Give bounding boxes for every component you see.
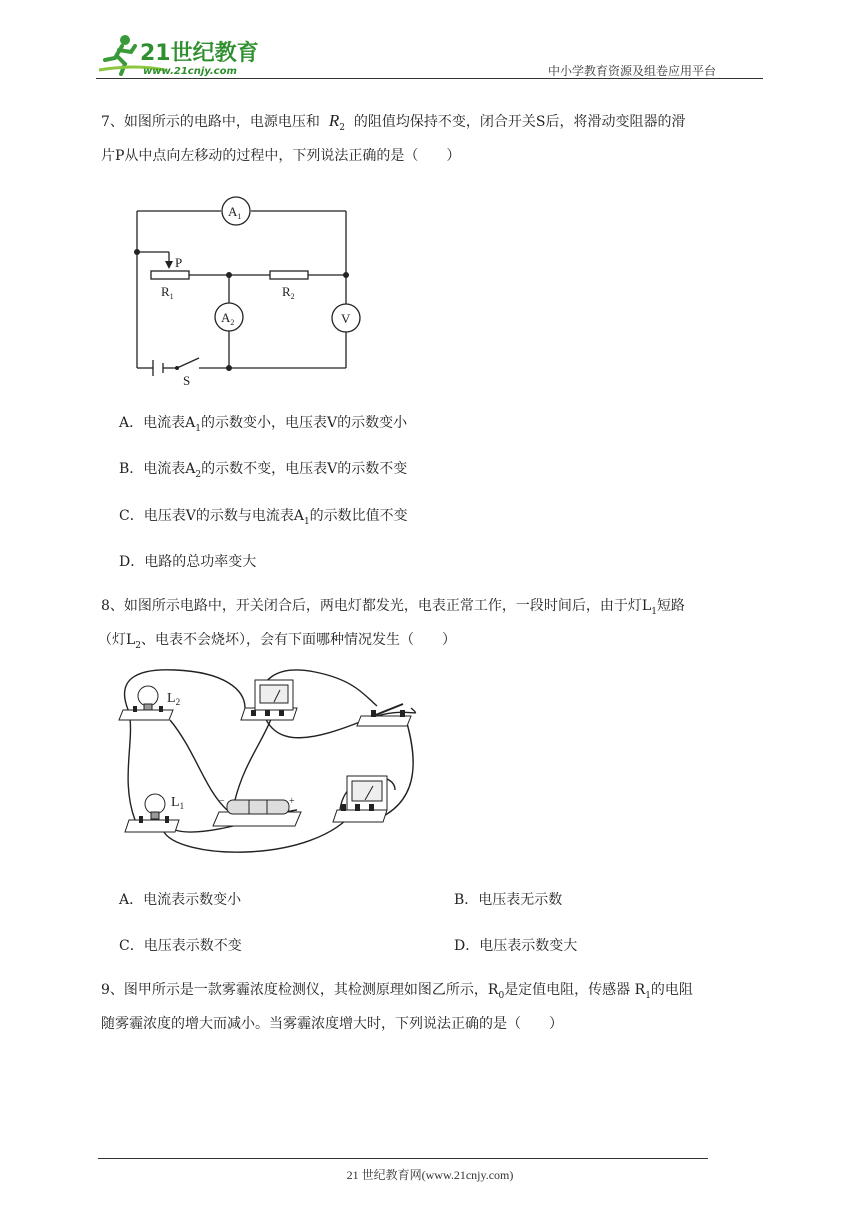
lamp-l2-icon bbox=[119, 686, 173, 720]
slider-p-label: P bbox=[175, 255, 183, 270]
q7-stem: 7、如图所示的电路中，电源电压和 $R_2$ 的阻值均保持不变，闭合开关S后，将滑动变阻器的滑 片P从中点向左移动的过程中，下列说法正确的是（ ） bbox=[101, 111, 686, 164]
header-platform-name: 中小学教育资源及组卷应用平台 bbox=[548, 64, 717, 78]
q8-option-c[interactable]: C．电压表示数不变 bbox=[119, 938, 242, 954]
q7-option-d[interactable]: D．电路的总功率变大 bbox=[119, 554, 257, 570]
voltmeter-icon bbox=[333, 776, 387, 822]
voltmeter-label: V bbox=[341, 311, 351, 326]
battery-icon bbox=[213, 800, 301, 826]
header-divider bbox=[96, 78, 763, 79]
lamp-l1-label: $L_1$ bbox=[171, 795, 185, 811]
resistor-r2-label: $R_2$ bbox=[282, 284, 295, 301]
ammeter-icon bbox=[241, 680, 297, 720]
q7-circuit-diagram bbox=[125, 195, 365, 390]
battery-minus-label: − bbox=[219, 796, 225, 807]
battery-plus-label: + bbox=[289, 796, 295, 807]
q7-option-b[interactable]: B．电流表$A_2$的示数不变，电压表V的示数不变 bbox=[119, 461, 408, 480]
footer-divider bbox=[98, 1158, 708, 1159]
header-logo bbox=[95, 30, 265, 80]
ammeter-a2-label: $A_2$ bbox=[221, 310, 235, 327]
q8-option-d[interactable]: D．电压表示数变大 bbox=[454, 938, 578, 954]
q7-option-a[interactable]: A．电流表$A_1$的示数变小，电压表V的示数变小 bbox=[119, 415, 408, 434]
ammeter-a1-label: $A_1$ bbox=[228, 204, 242, 221]
q8-stem: 8、如图所示电路中，开关闭合后，两电灯都发光，电表正常工作，一段时间后，由于灯$L_1$短路 （灯$L_2$、电表不会烧坏），会有下面哪种情况发生（ ） bbox=[98, 598, 685, 651]
logo-url: www.21cnjy.com bbox=[143, 66, 237, 77]
q8-circuit-illustration bbox=[115, 660, 435, 860]
lamp-l2-label: $L_2$ bbox=[167, 691, 181, 707]
q7-option-c[interactable]: C．电压表V的示数与电流表$A_1$的示数比值不变 bbox=[119, 508, 408, 527]
resistor-r1-label: $R_1$ bbox=[161, 284, 174, 301]
switch-s-label: S bbox=[183, 373, 191, 388]
footer-text: 21 世纪教育网(www.21cnjy.com) bbox=[346, 1168, 514, 1182]
runner-logo-icon bbox=[95, 30, 265, 80]
q8-option-b[interactable]: B．电压表无示数 bbox=[454, 892, 563, 908]
q9-stem: 9、图甲所示是一款雾霾浓度检测仪，其检测原理如图乙所示，$R_0$是定值电阻，传感器 $R_1$的电阻 随雾霾浓度的增大而减小。当雾霾浓度增大时，下列说法正确的是（ ） bbox=[101, 982, 693, 1032]
q8-option-a[interactable]: A．电流表示数变小 bbox=[119, 892, 242, 908]
logo-text: 21世纪教育 bbox=[140, 41, 259, 66]
